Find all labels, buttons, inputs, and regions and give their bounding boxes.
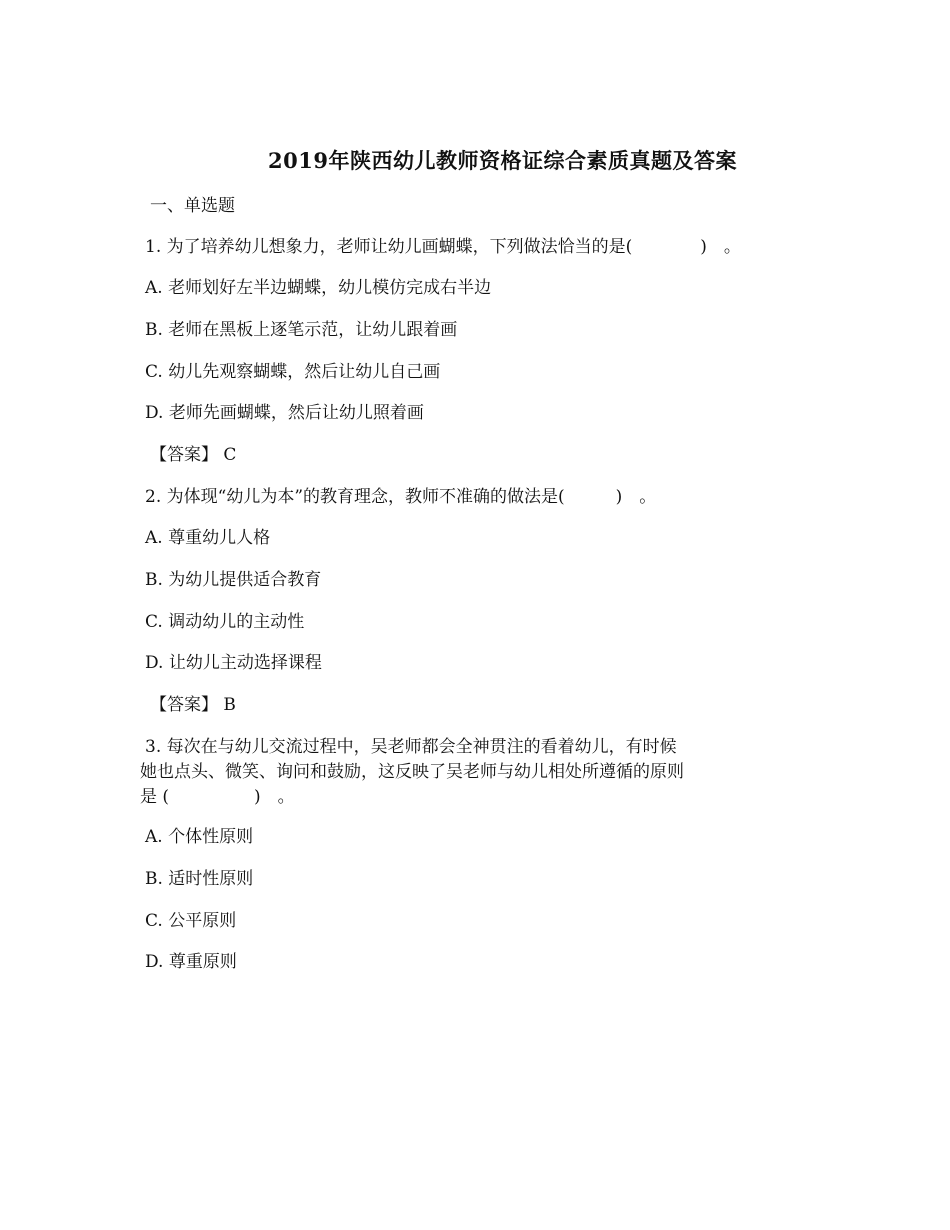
question-3-option-c: C. 公平原则: [145, 911, 237, 931]
question-2-option-c: C. 调动幼儿的主动性: [145, 612, 305, 632]
question-2-option-a: A. 尊重幼儿人格: [145, 528, 271, 548]
section-heading: 一、单选题: [150, 196, 235, 216]
question-1-answer: 【答案】 C: [150, 445, 237, 465]
question-3-stem-line-3: 是 ( ) 。: [140, 787, 295, 807]
question-3-stem-line-1: 3. 每次在与幼儿交流过程中，吴老师都会全神贯注的看着幼儿，有时候: [145, 737, 677, 757]
question-1-stem: 1. 为了培养幼儿想象力，老师让幼儿画蝴蝶，下列做法恰当的是( ) 。: [145, 237, 741, 257]
question-3-option-d: D. 尊重原则: [145, 952, 237, 972]
question-2-stem: 2. 为体现“幼儿为本”的教育理念，教师不准确的做法是( ) 。: [145, 487, 657, 507]
question-1-option-d: D. 老师先画蝴蝶，然后让幼儿照着画: [145, 403, 424, 423]
question-3-stem-line-2: 她也点头、微笑、询问和鼓励，这反映了吴老师与幼儿相处所遵循的原则: [140, 762, 684, 782]
question-2-answer: 【答案】 B: [150, 695, 236, 715]
question-2-option-b: B. 为幼儿提供适合教育: [145, 570, 322, 590]
question-1-option-a: A. 老师划好左半边蝴蝶，幼儿模仿完成右半边: [145, 278, 492, 298]
question-3-option-a: A. 个体性原则: [145, 827, 254, 847]
question-1-option-c: C. 幼儿先观察蝴蝶，然后让幼儿自己画: [145, 362, 441, 382]
question-1-option-b: B. 老师在黑板上逐笔示范，让幼儿跟着画: [145, 320, 458, 340]
question-3-option-b: B. 适时性原则: [145, 869, 254, 889]
question-2-option-d: D. 让幼儿主动选择课程: [145, 653, 322, 673]
document-title: 2019年陕西幼儿教师资格证综合素质真题及答案: [268, 148, 737, 173]
